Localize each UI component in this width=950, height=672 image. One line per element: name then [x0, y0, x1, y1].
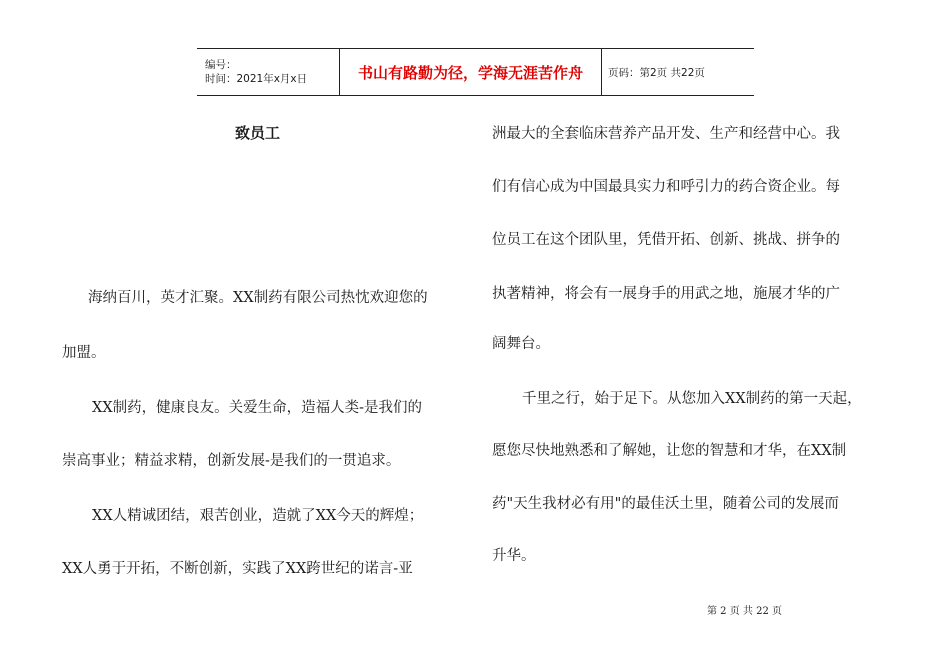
- right-line-5: 阔舞台。: [492, 336, 550, 352]
- left-line-3: XX制药，健康良友。关爱生命，造福人类-是我们的: [92, 400, 423, 416]
- right-line-6: 千里之行，始于足下。从您加入XX制药的第一天起，: [522, 391, 862, 407]
- left-line-4: 崇高事业；精益求精，创新发展-是我们的一贯追求。: [62, 453, 401, 469]
- document-title: 致员工: [235, 124, 281, 142]
- right-line-7: 愿您尽快地熟悉和了解她，让您的智慧和才华，在XX制: [492, 443, 847, 459]
- header-motto-cell: [340, 49, 602, 95]
- header-table: [197, 48, 754, 96]
- right-line-8: 药"天生我材必有用"的最佳沃土里，随着公司的发展而: [492, 496, 839, 512]
- left-line-1: 海纳百川，英才汇聚。XX制药有限公司热忱欢迎您的: [88, 290, 428, 306]
- right-line-3: 位员工在这个团队里，凭借开拓、创新、挑战、拼争的: [492, 232, 840, 248]
- left-line-5: XX人精诚团结，艰苦创业，造就了XX今天的辉煌；: [92, 508, 424, 524]
- right-line-9: 升华。: [492, 548, 536, 564]
- page-info: 页码：第2页 共22页: [608, 66, 705, 79]
- right-line-1: 洲最大的全套临床营养产品开发、生产和经营中心。我: [492, 126, 840, 142]
- serial-label: 编号：: [205, 59, 237, 71]
- time-line: 时间：2021年x月x日: [205, 73, 308, 85]
- right-line-2: 们有信心成为中国最具实力和呼引力的药合资企业。每: [492, 179, 840, 195]
- left-line-2: 加盟。: [62, 345, 106, 361]
- left-line-6: XX人勇于开拓，不断创新，实践了XX跨世纪的诺言-亚: [62, 561, 413, 577]
- right-line-4: 执著精神，将会有一展身手的用武之地，施展才华的广: [492, 286, 840, 302]
- header-page-cell: [602, 49, 754, 95]
- page-footer: 第 2 页 共 22 页: [707, 606, 782, 617]
- header-meta-cell: [197, 49, 340, 95]
- motto: 书山有路勤为径，学海无涯苦作舟: [357, 63, 583, 82]
